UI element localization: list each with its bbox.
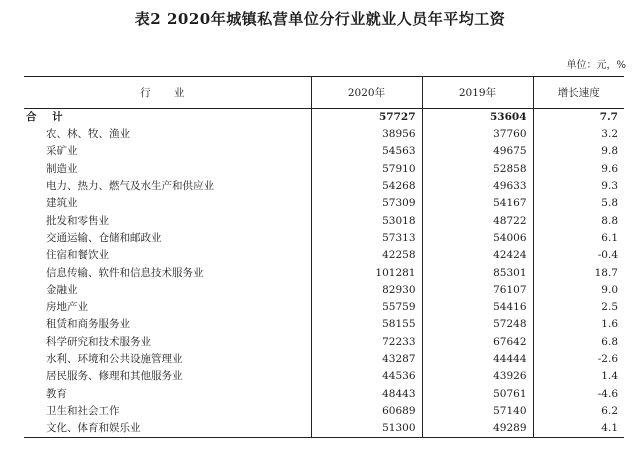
- growth-cell: -2.6: [533, 351, 624, 368]
- growth-cell: 3.2: [533, 126, 624, 143]
- value-2020-cell: 72233: [311, 334, 422, 351]
- table-row: [24, 178, 624, 195]
- value-2019-cell: 54416: [422, 299, 533, 316]
- table-row: [24, 420, 624, 438]
- table-row: [24, 230, 624, 247]
- value-2019-cell: 49289: [422, 420, 533, 438]
- value-2019-cell: 49675: [422, 143, 533, 160]
- table-row: [24, 403, 624, 420]
- table-row: [24, 247, 624, 264]
- value-2020-cell: 58155: [311, 316, 422, 333]
- growth-cell: -0.4: [533, 247, 624, 264]
- value-2019-cell: 49633: [422, 178, 533, 195]
- value-2020-cell: 54268: [311, 178, 422, 195]
- table-row: [24, 334, 624, 351]
- table-header: [24, 77, 624, 109]
- table-row: [24, 316, 624, 333]
- value-2020-cell: 57910: [311, 161, 422, 178]
- growth-cell: 8.8: [533, 212, 624, 229]
- industry-cell: 文化、体育和娱乐业: [24, 420, 311, 438]
- table-row: [24, 126, 624, 143]
- value-2019-cell: 52858: [422, 161, 533, 178]
- table-row: [24, 351, 624, 368]
- value-2020-cell: 101281: [311, 264, 422, 281]
- value-2019-cell: 48722: [422, 212, 533, 229]
- header-2020: 2020年: [311, 77, 422, 109]
- industry-cell: 建筑业: [46, 197, 78, 210]
- value-2019-cell: 54006: [422, 230, 533, 247]
- value-2019-cell: 57140: [422, 403, 533, 420]
- industry-cell: 金融业: [46, 283, 78, 296]
- total-growth: 7.7: [533, 109, 624, 127]
- industry-cell: 科学研究和技术服务业: [46, 335, 151, 348]
- growth-cell: 2.5: [533, 299, 624, 316]
- growth-cell: -4.6: [533, 385, 624, 402]
- industry-cell: 交通运输、仓储和邮政业: [46, 231, 162, 244]
- value-2020-cell: 48443: [311, 385, 422, 402]
- value-2020-cell: 53018: [311, 212, 422, 229]
- value-2019-cell: 43926: [422, 368, 533, 385]
- growth-cell: 9.6: [533, 161, 624, 178]
- value-2019-cell: 57248: [422, 316, 533, 333]
- value-2019-cell: 44444: [422, 351, 533, 368]
- value-2020-cell: 54563: [311, 143, 422, 160]
- table-row: [24, 299, 624, 316]
- growth-cell: 6.8: [533, 334, 624, 351]
- table-title: 表2 2020年城镇私营单位分行业就业人员年平均工资: [134, 10, 506, 28]
- table-row: [24, 264, 624, 281]
- value-2020-cell: 57313: [311, 230, 422, 247]
- value-2019-cell: 76107: [422, 282, 533, 299]
- industry-cell: 卫生和社会工作: [46, 404, 120, 417]
- header-row: [24, 77, 624, 109]
- value-2019-cell: 85301: [422, 264, 533, 281]
- value-2020-cell: 55759: [311, 299, 422, 316]
- growth-cell: 9.0: [533, 282, 624, 299]
- total-label: 合 计: [26, 111, 69, 123]
- industry-cell: 租赁和商务服务业: [46, 318, 130, 331]
- table-row: [24, 282, 624, 299]
- industry-cell: 房地产业: [46, 301, 88, 314]
- industry-cell: 水利、环境和公共设施管理业: [46, 353, 183, 365]
- value-2020-cell: 60689: [311, 403, 422, 420]
- industry-cell: 制造业: [46, 162, 78, 175]
- value-2019-cell: 54167: [422, 195, 533, 212]
- table-body: [24, 109, 624, 438]
- total-row: [24, 109, 624, 127]
- industry-cell: 教育: [46, 387, 67, 400]
- table-row: [24, 212, 624, 229]
- industry-cell: 电力、热力、燃气及水生产和供应业: [46, 180, 214, 193]
- growth-cell: 5.8: [533, 195, 624, 212]
- growth-cell: 6.2: [533, 403, 624, 420]
- table-row: [24, 195, 624, 212]
- growth-cell: 18.7: [533, 264, 624, 281]
- value-2019-cell: 50761: [422, 385, 533, 402]
- industry-cell: 居民服务、修理和其他服务业: [46, 370, 183, 383]
- industry-cell: 信息传输、软件和信息技术服务业: [46, 266, 204, 279]
- table-row: [24, 161, 624, 178]
- value-2020-cell: 57309: [311, 195, 422, 212]
- total-2019: 53604: [422, 109, 533, 127]
- value-2020-cell: 82930: [311, 282, 422, 299]
- wage-table: [24, 76, 624, 438]
- table-row: [24, 143, 624, 160]
- header-2019: 2019年: [422, 77, 533, 109]
- value-2020-cell: 42258: [311, 247, 422, 264]
- value-2020-cell: 38956: [311, 126, 422, 143]
- industry-cell: 农、林、牧、渔业: [46, 128, 130, 141]
- value-2019-cell: 42424: [422, 247, 533, 264]
- growth-cell: 6.1: [533, 230, 624, 247]
- growth-cell: 9.3: [533, 178, 624, 195]
- value-2019-cell: 37760: [422, 126, 533, 143]
- table-row: [24, 368, 624, 385]
- growth-cell: 9.8: [533, 143, 624, 160]
- total-2020: 57727: [311, 109, 422, 127]
- value-2019-cell: 67642: [422, 334, 533, 351]
- growth-cell: 4.1: [533, 420, 624, 438]
- value-2020-cell: 51300: [311, 420, 422, 438]
- industry-cell: 住宿和餐饮业: [46, 249, 109, 262]
- header-industry: 行 业: [24, 77, 311, 109]
- industry-cell: 批发和零售业: [46, 214, 109, 227]
- table-row: [24, 385, 624, 402]
- unit-label: 单位：元，%: [566, 60, 626, 71]
- value-2020-cell: 44536: [311, 368, 422, 385]
- value-2020-cell: 43287: [311, 351, 422, 368]
- growth-cell: 1.4: [533, 368, 624, 385]
- industry-cell: 采矿业: [46, 145, 78, 158]
- header-growth: 增长速度: [533, 77, 624, 109]
- growth-cell: 1.6: [533, 316, 624, 333]
